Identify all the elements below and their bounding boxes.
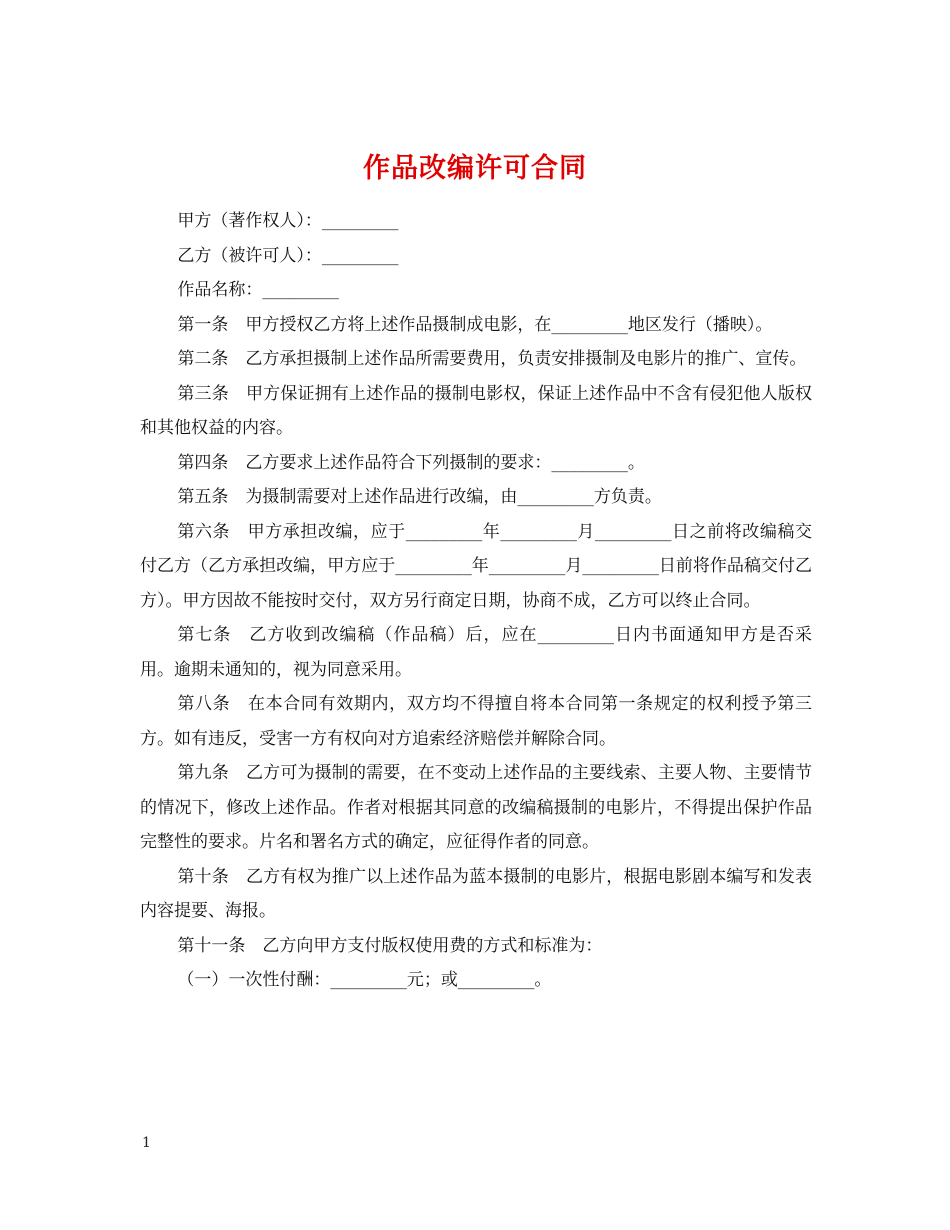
- article-3: 第三条 甲方保证拥有上述作品的摄制电影权，保证上述作品中不含有侵犯他人版权和其他权益的内容。: [140, 383, 812, 438]
- party-b-line: 乙方（被许可人）：_________: [177, 245, 399, 266]
- contract-body: [140, 204, 812, 998]
- page-number: 1: [142, 1135, 151, 1151]
- article-10: 第十条 乙方有权为推广以上述作品为蓝本摄制的电影片，根据电影剧本编写和发表内容提要、海报。: [140, 866, 812, 921]
- article-7: 第七条 乙方收到改编稿（作品稿）后，应在_________日内书面通知甲方是否采用。逾期未通知的，视为同意采用。: [140, 625, 812, 680]
- article-9: 第九条 乙方可为摄制的需要，在不变动上述作品的主要线索、主要人物、主要情节的情况下，修改上述作品。作者对根据其同意的改编稿摄制的电影片，不得提出保护作品完整性的要求。片名和署名方式的确定，应征得作者的同意。: [140, 763, 812, 852]
- article-11: 第十一条 乙方向甲方支付版权使用费的方式和标准为：: [177, 935, 603, 956]
- article-5: 第五条 为摄制需要对上述作品进行改编，由_________方负责。: [177, 487, 662, 507]
- article-6: 第六条 甲方承担改编，应于_________年_________月_________日之前将改编稿交付乙方（乙方承担改编，甲方应于_________年_________月_________日前将作品稿交付乙方）。甲方因故不能按时交付，双方另行商定日期，协商不成，乙方可以终止合同。: [140, 521, 812, 611]
- document-title: 作品改编许可合同: [363, 153, 587, 185]
- article-4: 第四条 乙方要求上述作品符合下列摄制的要求：_________。: [177, 452, 645, 473]
- work-name-line: 作品名称：_________: [177, 280, 339, 300]
- article-11-item-1: （一）一次性付酬：_________元；或_________。: [177, 970, 552, 990]
- article-2: 第二条 乙方承担摄制上述作品所需要费用，负责安排摄制及电影片的推广、宣传。: [177, 349, 807, 369]
- article-8: 第八条 在本合同有效期内，双方均不得擅自将本合同第一条规定的权利授予第三方。如有违反，受害一方有权向对方追索经济赔偿并解除合同。: [140, 694, 812, 749]
- article-1: 第一条 甲方授权乙方将上述作品摄制成电影，在_________地区发行（播映）。: [177, 314, 773, 335]
- party-a-line: 甲方（著作权人）：_________: [177, 211, 399, 231]
